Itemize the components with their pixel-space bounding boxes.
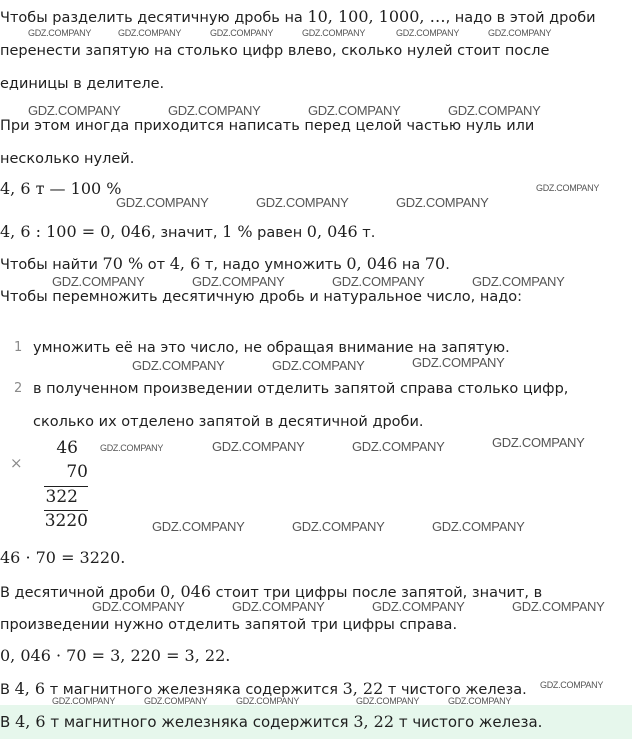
math: 1 % <box>222 222 253 241</box>
math: 70 <box>424 254 446 273</box>
watermark: GDZ.COMPANY <box>372 599 465 614</box>
watermark: GDZ.COMPANY <box>232 599 325 614</box>
watermark: GDZ.COMPANY <box>272 358 365 373</box>
watermark: GDZ.COMPANY <box>28 103 121 118</box>
watermark: GDZ.COMPANY <box>432 519 525 534</box>
text: т чистого железа. <box>394 713 543 731</box>
math: 70 % <box>102 254 144 273</box>
decimal-note-line2: произведении нужно отделить запятой три цифры справа. <box>0 617 458 633</box>
watermark: GDZ.COMPANY <box>352 439 445 454</box>
list-item-continuation: сколько их отделено запятой в десятичной дроби. <box>33 414 424 430</box>
watermark: GDZ.COMPANY <box>356 696 420 706</box>
watermark: GDZ.COMPANY <box>144 696 208 706</box>
math: 4, 6 <box>14 679 46 698</box>
text: т чистого железа. <box>383 682 527 698</box>
text: . <box>445 257 450 273</box>
watermark: GDZ.COMPANY <box>116 195 209 210</box>
paragraph-line: единицы в делителе. <box>0 76 165 92</box>
watermark: GDZ.COMPANY <box>292 519 385 534</box>
text: на <box>397 257 425 273</box>
math: 3, 22 <box>353 712 395 731</box>
rule-intro: Чтобы перемножить десятичную дробь и натуральное число, надо: <box>0 289 522 305</box>
paragraph-line <box>0 8 596 27</box>
watermark: GDZ.COMPANY <box>396 28 460 38</box>
watermark: GDZ.COMPANY <box>28 28 92 38</box>
watermark: GDZ.COMPANY <box>396 195 489 210</box>
watermark: GDZ.COMPANY <box>118 28 182 38</box>
math: 10, 100, 1000, … <box>307 7 446 26</box>
watermark: GDZ.COMPANY <box>412 355 505 370</box>
text: , значит, <box>151 225 223 241</box>
watermark: GDZ.COMPANY <box>308 103 401 118</box>
paragraph-line: перенести запятую на столько цифр влево, сколько нулей стоит после <box>0 43 550 59</box>
watermark: GDZ.COMPANY <box>488 28 552 38</box>
watermark: GDZ.COMPANY <box>168 103 261 118</box>
find-percent-line <box>0 255 450 274</box>
text: В десятичной дроби <box>0 585 161 601</box>
multiply-sign: × <box>10 454 23 472</box>
partial-product: 322 <box>45 487 78 507</box>
math: 4, 6 : 100 = 0, 046 <box>0 222 152 241</box>
watermark: GDZ.COMPANY <box>256 195 349 210</box>
math: 4, 6 <box>15 712 46 731</box>
list-item: в полученном произведении отделить запятой справа столько цифр, <box>33 381 569 397</box>
watermark: GDZ.COMPANY <box>212 439 305 454</box>
watermark: GDZ.COMPANY <box>92 599 185 614</box>
math: 3, 22 <box>342 679 384 698</box>
text: Чтобы разделить десятичную дробь на <box>0 10 308 26</box>
list-item: умножить её на это число, не обращая внимание на запятую. <box>33 340 510 356</box>
math: 0, 046 <box>346 254 398 273</box>
watermark: GDZ.COMPANY <box>236 696 300 706</box>
watermark: GDZ.COMPANY <box>492 435 585 450</box>
watermark: GDZ.COMPANY <box>52 696 116 706</box>
answer-block <box>0 705 632 739</box>
text: т, надо умножить <box>200 257 347 273</box>
factor-b: 70 <box>66 462 88 482</box>
watermark: GDZ.COMPANY <box>448 696 512 706</box>
text: т магнитного железняка содержится <box>45 682 343 698</box>
watermark: GDZ.COMPANY <box>448 103 541 118</box>
math: 4, 6 <box>169 254 201 273</box>
text: В <box>0 682 15 698</box>
math: 0, 046 <box>306 222 358 241</box>
paragraph-line: несколько нулей. <box>0 151 135 167</box>
watermark: GDZ.COMPANY <box>192 274 285 289</box>
percent-equation: 4, 6 т — 100 % <box>0 179 122 198</box>
one-percent-line <box>0 223 375 242</box>
text: от <box>143 257 170 273</box>
watermark: GDZ.COMPANY <box>100 443 164 453</box>
watermark: GDZ.COMPANY <box>472 274 565 289</box>
watermark: GDZ.COMPANY <box>52 274 145 289</box>
list-number: 1 <box>14 340 23 355</box>
math: 0, 046 <box>160 582 211 601</box>
text: Чтобы найти <box>0 257 103 273</box>
product: 3220 <box>44 511 88 531</box>
watermark: GDZ.COMPANY <box>210 28 274 38</box>
text: В <box>0 713 16 731</box>
watermark: GDZ.COMPANY <box>540 680 604 690</box>
text: стоит три цифры после запятой, значит, в <box>211 585 543 601</box>
text: равен <box>252 225 307 241</box>
product-line: 46 · 70 = 3220. <box>0 548 126 567</box>
text: т. <box>357 225 376 241</box>
watermark: GDZ.COMPANY <box>302 28 366 38</box>
text: т магнитного железняка содержится <box>45 713 354 731</box>
factor-a: 46 <box>56 438 78 458</box>
paragraph-line: При этом иногда приходится написать перед целой частью нуль или <box>0 118 535 134</box>
watermark: GDZ.COMPANY <box>332 274 425 289</box>
watermark: GDZ.COMPANY <box>152 519 245 534</box>
watermark: GDZ.COMPANY <box>512 599 605 614</box>
watermark: GDZ.COMPANY <box>536 183 600 193</box>
answer-text <box>0 713 542 731</box>
list-number: 2 <box>14 381 23 396</box>
text: , надо в этой дроби <box>445 10 596 26</box>
watermark: GDZ.COMPANY <box>132 358 225 373</box>
final-calc: 0, 046 · 70 = 3, 220 = 3, 22. <box>0 646 231 665</box>
